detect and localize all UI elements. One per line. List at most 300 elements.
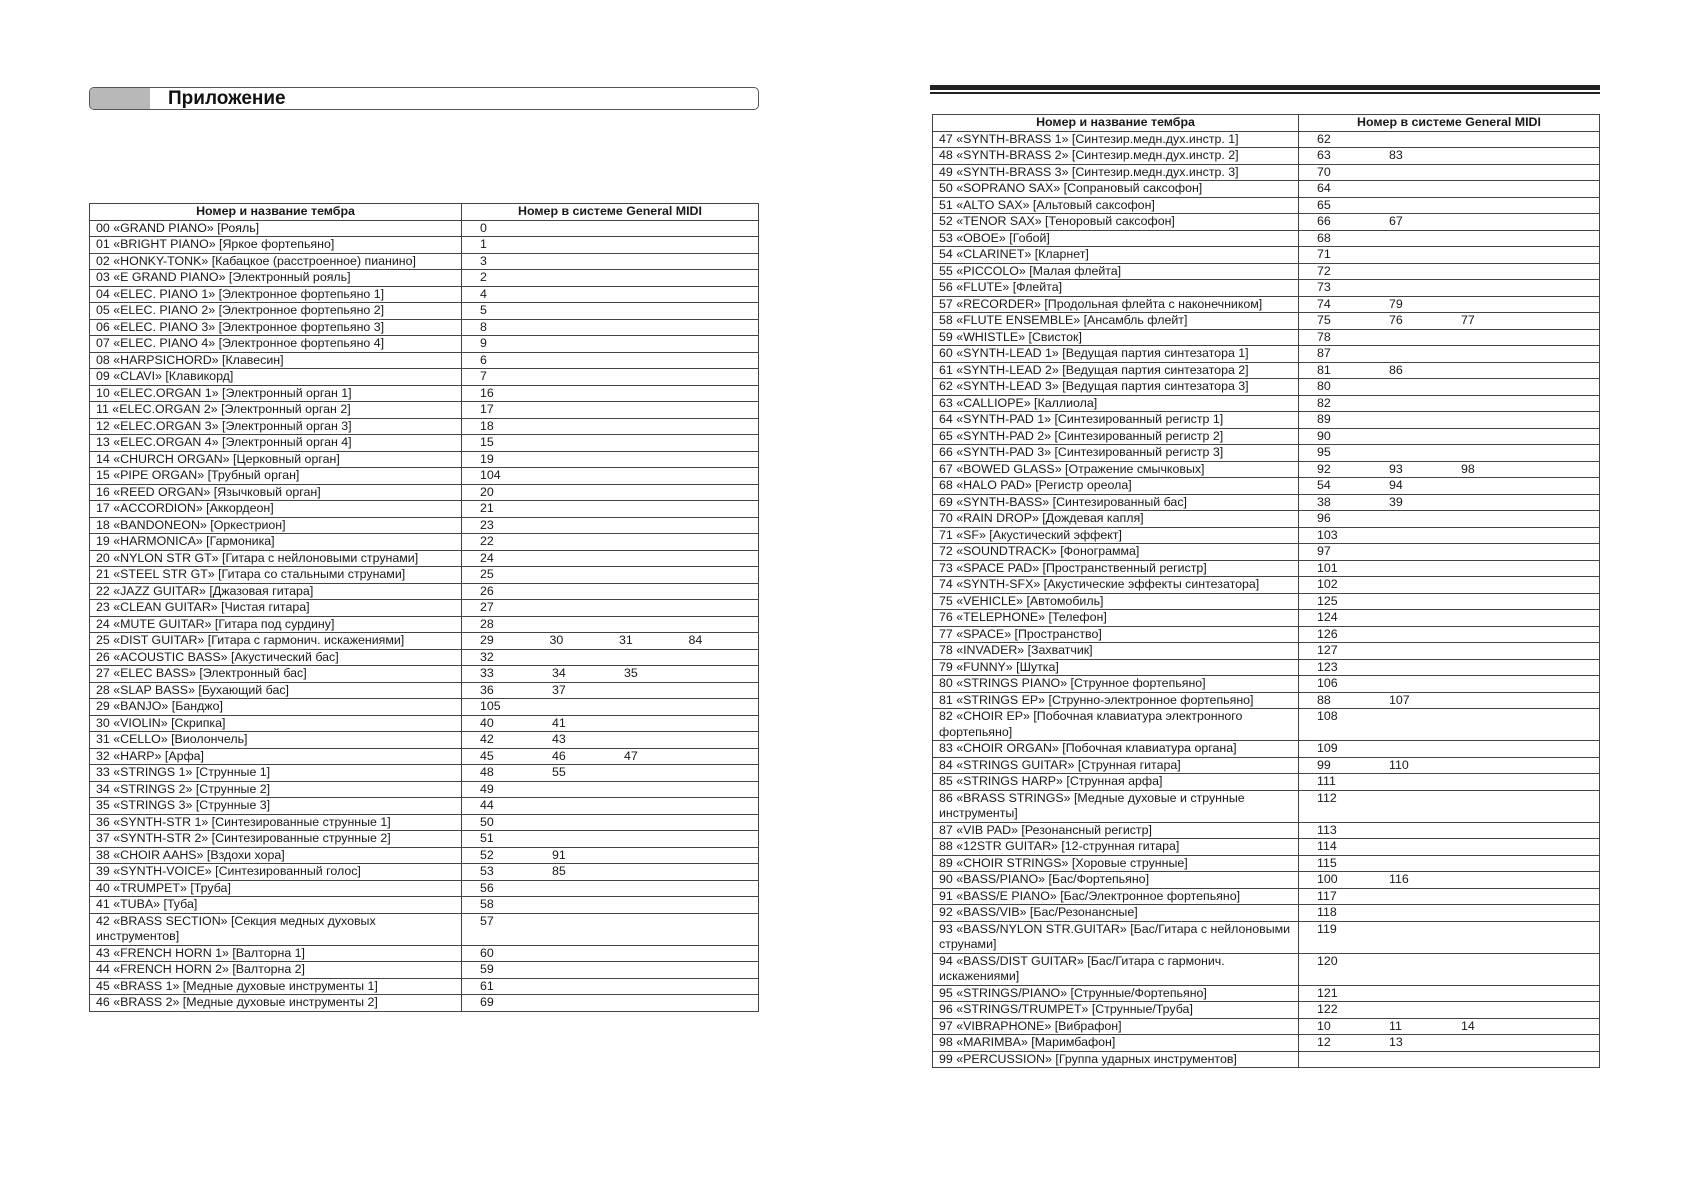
midi-number: 70	[1317, 164, 1331, 179]
table-row	[90, 945, 759, 962]
midi-number-cell	[462, 897, 759, 914]
midi-number: 26	[480, 583, 494, 598]
midi-number: 38	[1317, 494, 1331, 509]
voice-name-cell: 97 «VIBRAPHONE» [Вибрафон]	[933, 1018, 1299, 1035]
midi-number: 92	[1317, 461, 1331, 476]
midi-number-cell	[1299, 346, 1600, 363]
midi-number: 25	[480, 567, 494, 581]
midi-number: 21	[480, 501, 494, 515]
midi-number: 4	[480, 286, 487, 301]
midi-number-cell	[1299, 692, 1600, 709]
midi-number: 51	[480, 831, 494, 845]
voice-name-cell: 71 «SF» [Акустический эффект]	[933, 527, 1299, 544]
midi-number: 29	[480, 633, 494, 647]
table-row	[933, 131, 1600, 148]
voice-name-cell: 83 «CHOIR ORGAN» [Побочная клавиатура органа]	[933, 741, 1299, 758]
midi-number: 72	[1317, 263, 1331, 278]
midi-number: 90	[1317, 428, 1331, 443]
voice-name-cell: 47 «SYNTH-BRASS 1» [Синтезир.медн.дух.инстр. 1]	[933, 131, 1299, 148]
midi-number: 56	[480, 880, 494, 895]
midi-number-cell	[1299, 395, 1600, 412]
midi-number: 125	[1317, 593, 1338, 608]
midi-number: 109	[1317, 741, 1338, 755]
table-row	[90, 649, 759, 666]
voice-name-cell: 15 «PIPE ORGAN» [Трубный орган]	[90, 468, 462, 485]
midi-number: 57	[480, 913, 494, 928]
table-row	[90, 814, 759, 831]
voice-name-cell: 18 «BANDONEON» [Оркестрион]	[90, 517, 462, 534]
table-body-right	[933, 131, 1600, 1068]
voice-name-cell: 61 «SYNTH-LEAD 2» [Ведущая партия синтезатора 2]	[933, 362, 1299, 379]
midi-number: 28	[480, 616, 494, 631]
midi-number: 31	[619, 633, 633, 647]
midi-number: 82	[1317, 395, 1331, 410]
table-row	[90, 880, 759, 897]
table-row	[933, 643, 1600, 660]
table-row	[90, 864, 759, 881]
midi-number: 40	[480, 715, 494, 730]
table-row	[90, 534, 759, 551]
midi-number: 49	[480, 781, 494, 796]
voice-name-cell: 19 «HARMONICA» [Гармоника]	[90, 534, 462, 551]
table-row	[933, 247, 1600, 264]
midi-number-cell	[462, 253, 759, 270]
table-row	[933, 494, 1600, 511]
table-row	[933, 839, 1600, 856]
table-row	[90, 286, 759, 303]
header-gray-tab	[90, 88, 150, 109]
table-row	[933, 610, 1600, 627]
voice-name-cell: 45 «BRASS 1» [Медные духовые инструменты 1]	[90, 978, 462, 995]
midi-number-cell	[1299, 263, 1600, 280]
midi-number-cell	[1299, 757, 1600, 774]
voice-table-right	[932, 114, 1600, 1068]
table-row	[933, 905, 1600, 922]
table-row	[90, 781, 759, 798]
table-row	[933, 1002, 1600, 1019]
table-row	[90, 517, 759, 534]
voice-name-cell: 69 «SYNTH-BASS» [Синтезированный бас]	[933, 494, 1299, 511]
midi-number: 19	[480, 451, 494, 466]
midi-number: 89	[1317, 412, 1331, 426]
midi-number-cell	[462, 765, 759, 782]
table-row	[90, 385, 759, 402]
midi-number-cell	[1299, 822, 1600, 839]
table-row	[933, 1035, 1600, 1052]
midi-number: 116	[1389, 872, 1409, 886]
table-row	[933, 822, 1600, 839]
midi-number-cell	[1299, 412, 1600, 429]
table-row	[90, 897, 759, 914]
table-row	[933, 197, 1600, 214]
midi-number-cell	[462, 666, 759, 683]
table-row	[90, 253, 759, 270]
table-row	[90, 616, 759, 633]
midi-number: 80	[1317, 379, 1331, 393]
midi-number-cell	[462, 484, 759, 501]
table-row	[90, 962, 759, 979]
midi-number-cell	[1299, 626, 1600, 643]
midi-number: 44	[480, 798, 494, 812]
midi-number: 88	[1317, 692, 1331, 707]
midi-number: 9	[480, 336, 487, 350]
midi-number: 35	[624, 666, 638, 680]
midi-number-cell	[1299, 164, 1600, 181]
voice-name-cell: 99 «PERCUSSION» [Группа ударных инструментов]	[933, 1051, 1299, 1068]
midi-number-cell	[462, 352, 759, 369]
midi-number: 22	[480, 534, 494, 548]
midi-number: 106	[1317, 676, 1338, 690]
voice-name-cell: 86 «BRASS STRINGS» [Медные духовые и струнные инструменты]	[933, 790, 1299, 822]
midi-number-cell	[462, 995, 759, 1012]
voice-name-cell: 74 «SYNTH-SFX» [Акустические эффекты синтезатора]	[933, 577, 1299, 594]
voice-name-cell: 63 «CALLIOPE» [Каллиола]	[933, 395, 1299, 412]
table-row	[90, 995, 759, 1012]
midi-number: 83	[1389, 148, 1403, 162]
midi-number-cell	[462, 402, 759, 419]
voice-name-cell: 05 «ELEC. PIANO 2» [Электронное фортепьяно 2]	[90, 303, 462, 320]
voice-name-cell: 68 «HALO PAD» [Регистр ореола]	[933, 478, 1299, 495]
voice-name-cell: 43 «FRENCH HORN 1» [Валторна 1]	[90, 945, 462, 962]
table-row	[90, 682, 759, 699]
top-rule-thin	[930, 92, 1600, 94]
midi-number: 71	[1317, 247, 1331, 261]
midi-number-cell	[1299, 905, 1600, 922]
midi-number: 126	[1317, 626, 1338, 641]
voice-name-cell: 01 «BRIGHT PIANO» [Яркое фортепьяно]	[90, 237, 462, 254]
midi-number-cell	[1299, 461, 1600, 478]
table-row	[90, 831, 759, 848]
voice-name-cell: 22 «JAZZ GUITAR» [Джазовая гитара]	[90, 583, 462, 600]
midi-number-cell	[462, 864, 759, 881]
table-row	[933, 296, 1600, 313]
table-row	[90, 303, 759, 320]
voice-name-cell: 34 «STRINGS 2» [Струнные 2]	[90, 781, 462, 798]
table-row	[933, 1051, 1600, 1068]
voice-name-cell: 53 «OBOE» [Гобой]	[933, 230, 1299, 247]
midi-number-cell	[1299, 1035, 1600, 1052]
voice-name-cell: 12 «ELEC.ORGAN 3» [Электронный орган 3]	[90, 418, 462, 435]
midi-number-cell	[1299, 985, 1600, 1002]
midi-number-cell	[462, 336, 759, 353]
midi-number-cell	[1299, 855, 1600, 872]
midi-number: 87	[1317, 346, 1331, 360]
table-row	[933, 362, 1600, 379]
voice-name-cell: 52 «TENOR SAX» [Теноровый саксофон]	[933, 214, 1299, 231]
voice-name-cell: 16 «REED ORGAN» [Язычковый орган]	[90, 484, 462, 501]
table-row	[933, 164, 1600, 181]
midi-number-cell	[462, 286, 759, 303]
midi-number: 84	[688, 633, 703, 647]
table-row	[90, 237, 759, 254]
table-row	[933, 953, 1600, 985]
voice-name-cell: 89 «CHOIR STRINGS» [Хоровые струнные]	[933, 855, 1299, 872]
midi-number: 5	[480, 303, 487, 317]
midi-number: 105	[480, 699, 501, 713]
page-title: Приложение	[168, 88, 286, 109]
table-row	[933, 511, 1600, 528]
midi-number-cell	[462, 913, 759, 945]
voice-name-cell: 48 «SYNTH-BRASS 2» [Синтезир.медн.дух.инстр. 2]	[933, 148, 1299, 165]
midi-number: 86	[1389, 362, 1403, 377]
table-row	[933, 921, 1600, 953]
voice-name-cell: 07 «ELEC. PIANO 4» [Электронное фортепьяно 4]	[90, 336, 462, 353]
voice-table-left	[89, 203, 759, 1012]
midi-number: 74	[1317, 296, 1331, 311]
midi-number: 34	[552, 666, 566, 680]
voice-name-cell: 90 «BASS/PIANO» [Бас/Фортепьяно]	[933, 872, 1299, 889]
voice-name-cell: 59 «WHISTLE» [Свисток]	[933, 329, 1299, 346]
midi-number: 118	[1317, 905, 1337, 919]
table-row	[90, 583, 759, 600]
midi-number: 112	[1317, 790, 1337, 805]
midi-number-cell	[1299, 610, 1600, 627]
midi-number: 39	[1389, 494, 1403, 509]
midi-number-cell	[1299, 197, 1600, 214]
midi-number: 7	[480, 369, 487, 383]
table-row	[933, 461, 1600, 478]
voice-name-cell: 70 «RAIN DROP» [Дождевая капля]	[933, 511, 1299, 528]
midi-number: 67	[1389, 214, 1403, 228]
midi-number: 113	[1317, 822, 1337, 837]
midi-number: 98	[1461, 461, 1475, 476]
midi-number-cell	[1299, 544, 1600, 561]
midi-number-cell	[1299, 181, 1600, 198]
midi-number: 59	[480, 962, 494, 976]
midi-number: 6	[480, 352, 487, 367]
midi-number-cell	[1299, 709, 1600, 741]
midi-number-cell	[1299, 888, 1600, 905]
midi-number-cell	[462, 798, 759, 815]
midi-number: 18	[480, 418, 494, 433]
midi-number: 33	[480, 666, 494, 680]
table-row	[933, 478, 1600, 495]
midi-number: 93	[1389, 461, 1403, 476]
midi-number: 50	[480, 814, 494, 829]
midi-number: 91	[552, 847, 566, 862]
midi-number-cell	[462, 715, 759, 732]
voice-name-cell: 21 «STEEL STR GT» [Гитара со стальными струнами]	[90, 567, 462, 584]
midi-number: 17	[480, 402, 494, 416]
table-row	[933, 855, 1600, 872]
voice-name-cell: 50 «SOPRANO SAX» [Сопрановый саксофон]	[933, 181, 1299, 198]
midi-number-cell	[1299, 643, 1600, 660]
table-row	[933, 329, 1600, 346]
voice-name-cell: 93 «BASS/NYLON STR.GUITAR» [Бас/Гитара с нейлоновыми струнами]	[933, 921, 1299, 953]
midi-number-cell	[462, 814, 759, 831]
table-row	[933, 313, 1600, 330]
table-row	[90, 451, 759, 468]
voice-name-cell: 92 «BASS/VIB» [Бас/Резонансные]	[933, 905, 1299, 922]
midi-number-cell	[1299, 921, 1600, 953]
voice-name-cell: 73 «SPACE PAD» [Пространственный регистр]	[933, 560, 1299, 577]
voice-name-cell: 62 «SYNTH-LEAD 3» [Ведущая партия синтезатора 3]	[933, 379, 1299, 396]
midi-number: 124	[1317, 610, 1338, 624]
midi-number-cell	[1299, 527, 1600, 544]
table-row	[933, 692, 1600, 709]
midi-number-cell	[1299, 511, 1600, 528]
table-row	[933, 577, 1600, 594]
voice-name-cell: 37 «SYNTH-STR 2» [Синтезированные струнные 2]	[90, 831, 462, 848]
midi-number: 85	[552, 864, 566, 878]
midi-number: 24	[480, 550, 494, 565]
midi-number: 12	[1317, 1035, 1331, 1049]
table-row	[90, 319, 759, 336]
midi-number: 16	[480, 385, 494, 400]
table-row	[90, 913, 759, 945]
voice-name-cell: 66 «SYNTH-PAD 3» [Синтезированный регистр 3]	[933, 445, 1299, 462]
table-row	[90, 978, 759, 995]
midi-number: 103	[1317, 527, 1338, 542]
midi-number-cell	[1299, 131, 1600, 148]
midi-number: 36	[480, 682, 494, 697]
voice-name-cell: 55 «PICCOLO» [Малая флейта]	[933, 263, 1299, 280]
midi-number: 120	[1317, 953, 1338, 968]
table-row	[90, 402, 759, 419]
voice-name-cell: 82 «CHOIR EP» [Побочная клавиатура электронного фортепьяно]	[933, 709, 1299, 741]
midi-number: 96	[1317, 511, 1331, 525]
voice-name-cell: 17 «ACCORDION» [Аккордеон]	[90, 501, 462, 518]
table-body-left	[90, 220, 759, 1011]
voice-name-cell: 35 «STRINGS 3» [Струнные 3]	[90, 798, 462, 815]
voice-name-cell: 06 «ELEC. PIANO 3» [Электронное фортепьяно 3]	[90, 319, 462, 336]
midi-number: 52	[480, 847, 494, 862]
midi-number-cell	[462, 682, 759, 699]
midi-number: 104	[480, 468, 501, 482]
midi-number-cell	[462, 732, 759, 749]
midi-number: 73	[1317, 280, 1331, 294]
voice-name-cell: 58 «FLUTE ENSEMBLE» [Ансамбль флейт]	[933, 313, 1299, 330]
table-row	[90, 798, 759, 815]
midi-number-cell	[1299, 329, 1600, 346]
midi-number: 43	[552, 732, 566, 746]
midi-number: 45	[480, 748, 494, 763]
voice-name-cell: 96 «STRINGS/TRUMPET» [Струнные/Труба]	[933, 1002, 1299, 1019]
voice-name-cell: 98 «MARIMBA» [Маримбафон]	[933, 1035, 1299, 1052]
midi-number: 121	[1317, 985, 1338, 1000]
table-row	[90, 369, 759, 386]
midi-number: 97	[1317, 544, 1331, 558]
midi-number: 58	[480, 897, 494, 911]
midi-number-cell	[1299, 790, 1600, 822]
midi-number-cell	[462, 550, 759, 567]
voice-name-cell: 87 «VIB PAD» [Резонансный регистр]	[933, 822, 1299, 839]
midi-number-cell	[1299, 560, 1600, 577]
table-row	[90, 435, 759, 452]
table-row	[90, 699, 759, 716]
midi-number-cell	[1299, 280, 1600, 297]
midi-number-cell	[462, 501, 759, 518]
midi-number: 64	[1317, 181, 1331, 195]
voice-name-cell: 65 «SYNTH-PAD 2» [Синтезированный регистр 2]	[933, 428, 1299, 445]
midi-number: 3	[480, 253, 487, 268]
midi-number-cell	[462, 847, 759, 864]
voice-name-cell: 67 «BOWED GLASS» [Отражение смычковых]	[933, 461, 1299, 478]
voice-name-cell: 77 «SPACE» [Пространство]	[933, 626, 1299, 643]
col-header-name: Номер и название тембра	[933, 115, 1299, 132]
midi-number-cell	[1299, 296, 1600, 313]
midi-number: 23	[480, 517, 494, 532]
midi-number: 13	[1389, 1035, 1403, 1049]
midi-number: 48	[480, 765, 494, 779]
voice-name-cell: 11 «ELEC.ORGAN 2» [Электронный орган 2]	[90, 402, 462, 419]
voice-name-cell: 49 «SYNTH-BRASS 3» [Синтезир.медн.дух.инстр. 3]	[933, 164, 1299, 181]
voice-name-cell: 32 «HARP» [Арфа]	[90, 748, 462, 765]
table-row	[933, 263, 1600, 280]
table-row	[933, 230, 1600, 247]
midi-number-cell	[462, 962, 759, 979]
midi-number: 75	[1317, 313, 1331, 327]
table-row	[933, 544, 1600, 561]
midi-number: 76	[1389, 313, 1403, 327]
midi-number-cell	[462, 583, 759, 600]
table-row	[933, 214, 1600, 231]
midi-number: 100	[1317, 872, 1338, 886]
voice-name-cell: 33 «STRINGS 1» [Струнные 1]	[90, 765, 462, 782]
voice-name-cell: 54 «CLARINET» [Кларнет]	[933, 247, 1299, 264]
midi-number: 10	[1317, 1018, 1331, 1033]
voice-name-cell: 80 «STRINGS PIANO» [Струнное фортепьяно]	[933, 676, 1299, 693]
table-row	[90, 715, 759, 732]
midi-number: 95	[1317, 445, 1331, 459]
table-row	[90, 567, 759, 584]
midi-number-cell	[462, 699, 759, 716]
table-header-row	[933, 115, 1600, 132]
midi-number-cell	[1299, 148, 1600, 165]
table-row	[90, 748, 759, 765]
table-header-row	[90, 204, 759, 221]
table-row	[90, 600, 759, 617]
midi-number: 122	[1317, 1002, 1338, 1016]
midi-number-cell	[1299, 494, 1600, 511]
midi-number: 65	[1317, 197, 1331, 212]
midi-number: 66	[1317, 214, 1331, 228]
midi-number-cell	[462, 649, 759, 666]
voice-name-cell: 72 «SOUNDTRACK» [Фонограмма]	[933, 544, 1299, 561]
midi-number: 107	[1389, 692, 1410, 707]
voice-name-cell: 51 «ALTO SAX» [Альтовый саксофон]	[933, 197, 1299, 214]
midi-number-cell	[462, 534, 759, 551]
midi-number-cell	[1299, 478, 1600, 495]
midi-number: 30	[549, 633, 564, 647]
midi-number-cell	[462, 633, 759, 650]
voice-name-cell: 36 «SYNTH-STR 1» [Синтезированные струнные 1]	[90, 814, 462, 831]
midi-number-cell	[1299, 428, 1600, 445]
midi-number: 63	[1317, 148, 1331, 162]
voice-name-cell: 41 «TUBA» [Туба]	[90, 897, 462, 914]
voice-name-cell: 88 «12STR GUITAR» [12-струнная гитара]	[933, 839, 1299, 856]
midi-number: 60	[480, 945, 494, 960]
midi-number: 32	[480, 649, 494, 664]
midi-number-cell	[1299, 577, 1600, 594]
midi-number: 102	[1317, 577, 1338, 591]
voice-name-cell: 85 «STRINGS HARP» [Струнная арфа]	[933, 774, 1299, 791]
midi-number-cell	[462, 369, 759, 386]
table-row	[90, 847, 759, 864]
table-row	[933, 593, 1600, 610]
voice-name-cell: 40 «TRUMPET» [Труба]	[90, 880, 462, 897]
table-row	[933, 527, 1600, 544]
midi-number-cell	[1299, 839, 1600, 856]
voice-name-cell: 03 «E GRAND PIANO» [Электронный рояль]	[90, 270, 462, 287]
midi-number-cell	[1299, 1018, 1600, 1035]
voice-name-cell: 28 «SLAP BASS» [Бухающий бас]	[90, 682, 462, 699]
table-row	[933, 148, 1600, 165]
midi-number-cell	[1299, 953, 1600, 985]
table-row	[933, 379, 1600, 396]
voice-name-cell: 75 «VEHICLE» [Автомобиль]	[933, 593, 1299, 610]
midi-number-cell	[462, 600, 759, 617]
